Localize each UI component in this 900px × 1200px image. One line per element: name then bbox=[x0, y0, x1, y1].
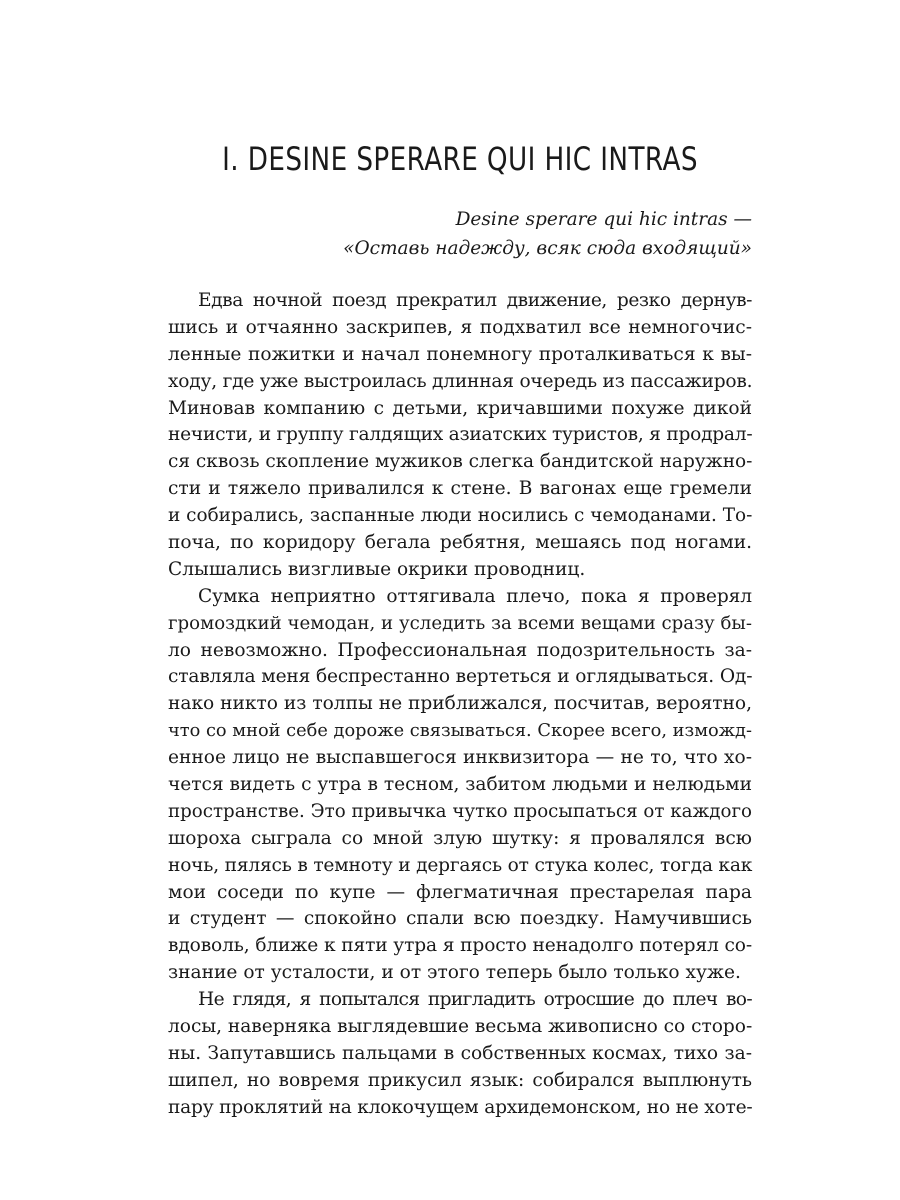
paragraph-3 bbox=[168, 987, 752, 1121]
epigraph-translation: «Оставь надежду, всяк сюда входящий» bbox=[343, 238, 752, 259]
text-line: чется видеть с утра в тесном, забитом людьми и нелюдьми bbox=[168, 774, 752, 796]
text-line: пару проклятий на клокочущем архидемонском, но не хоте- bbox=[168, 1096, 753, 1118]
text-line: Миновав компанию с детьми, кричавшими похуже дикой bbox=[168, 397, 752, 419]
text-line: что со мной себе дороже связываться. Скорее всего, изможд- bbox=[168, 721, 752, 742]
text-line: пространстве. Это привычка чутко просыпаться от каждого bbox=[168, 800, 752, 822]
text-line: и студент — спокойно спали всю поездку. Намучившись bbox=[168, 908, 752, 930]
text-line: поча, по коридору бегала ребятня, мешаясь под ногами. bbox=[168, 532, 752, 554]
text-line: Слышались визгливые окрики проводниц. bbox=[168, 558, 586, 580]
text-line: лосы, наверняка выглядевшие весьма живописно со сторо- bbox=[168, 1016, 753, 1038]
text-line: громоздкий чемодан, и уследить за всеми вещами сразу бы- bbox=[168, 612, 752, 634]
epigraph-latin: Desine sperare qui hic intras — bbox=[455, 209, 752, 230]
text-line: енное лицо не выспавшегося инквизитора — не то, что хо- bbox=[168, 747, 752, 769]
text-line: ленные пожитки и начал понемногу проталкиваться к вы- bbox=[168, 343, 752, 365]
text-line: знание от усталости, и от этого теперь было только хуже. bbox=[168, 962, 741, 984]
book-page bbox=[168, 0, 752, 1200]
paragraph-1 bbox=[168, 288, 752, 584]
text-line: нечисти, и группу галдящих азиатских туристов, я продрал- bbox=[168, 424, 753, 446]
body-text bbox=[168, 288, 752, 1122]
text-line: нако никто из толпы не приближался, посчитав, вероятно, bbox=[168, 693, 752, 715]
epigraph bbox=[168, 205, 752, 263]
text-line: ночь, пялясь в темноту и дергаясь от стука колес, тогда как bbox=[168, 854, 753, 876]
text-line: сти и тяжело привалился к стене. В вагонах еще гремели bbox=[168, 478, 752, 500]
text-line: шись и отчаянно заскрипев, я подхватил все немногочис- bbox=[168, 316, 752, 338]
text-line: и собирались, заспанные люди носились с чемоданами. То- bbox=[168, 505, 753, 527]
text-line: Не глядя, я попытался пригладить отросшие до плеч во- bbox=[198, 989, 752, 1011]
text-line: ло невозможно. Профессиональная подозрительность за- bbox=[168, 639, 752, 661]
paragraph-2 bbox=[168, 584, 752, 987]
text-line: мои соседи по купе — флегматичная престарелая пара bbox=[168, 881, 752, 903]
text-line: вдоволь, ближе к пяти утра я просто ненадолго потерял со- bbox=[168, 935, 752, 957]
text-line: шипел, но вовремя прикусил язык: собирался выплюнуть bbox=[168, 1069, 752, 1091]
text-line: Едва ночной поезд прекратил движение, резко дернув- bbox=[198, 290, 752, 311]
text-line: Сумка неприятно оттягивала плечо, пока я проверял bbox=[198, 585, 752, 607]
text-line: шороха сыграла со мной злую шутку: я провалялся всю bbox=[168, 827, 752, 849]
text-line: ставляла меня беспрестанно вертеться и оглядываться. Од- bbox=[168, 666, 753, 688]
text-line: ны. Запутавшись пальцами в собственных космах, тихо за- bbox=[168, 1042, 752, 1064]
text-line: ходу, где уже выстроилась длинная очередь из пассажиров. bbox=[168, 370, 753, 392]
chapter-title: I. DESINE SPERARE QUI HIC INTRAS bbox=[222, 140, 698, 178]
text-line: ся сквозь скопление мужиков слегка бандитской наружно- bbox=[168, 451, 753, 473]
